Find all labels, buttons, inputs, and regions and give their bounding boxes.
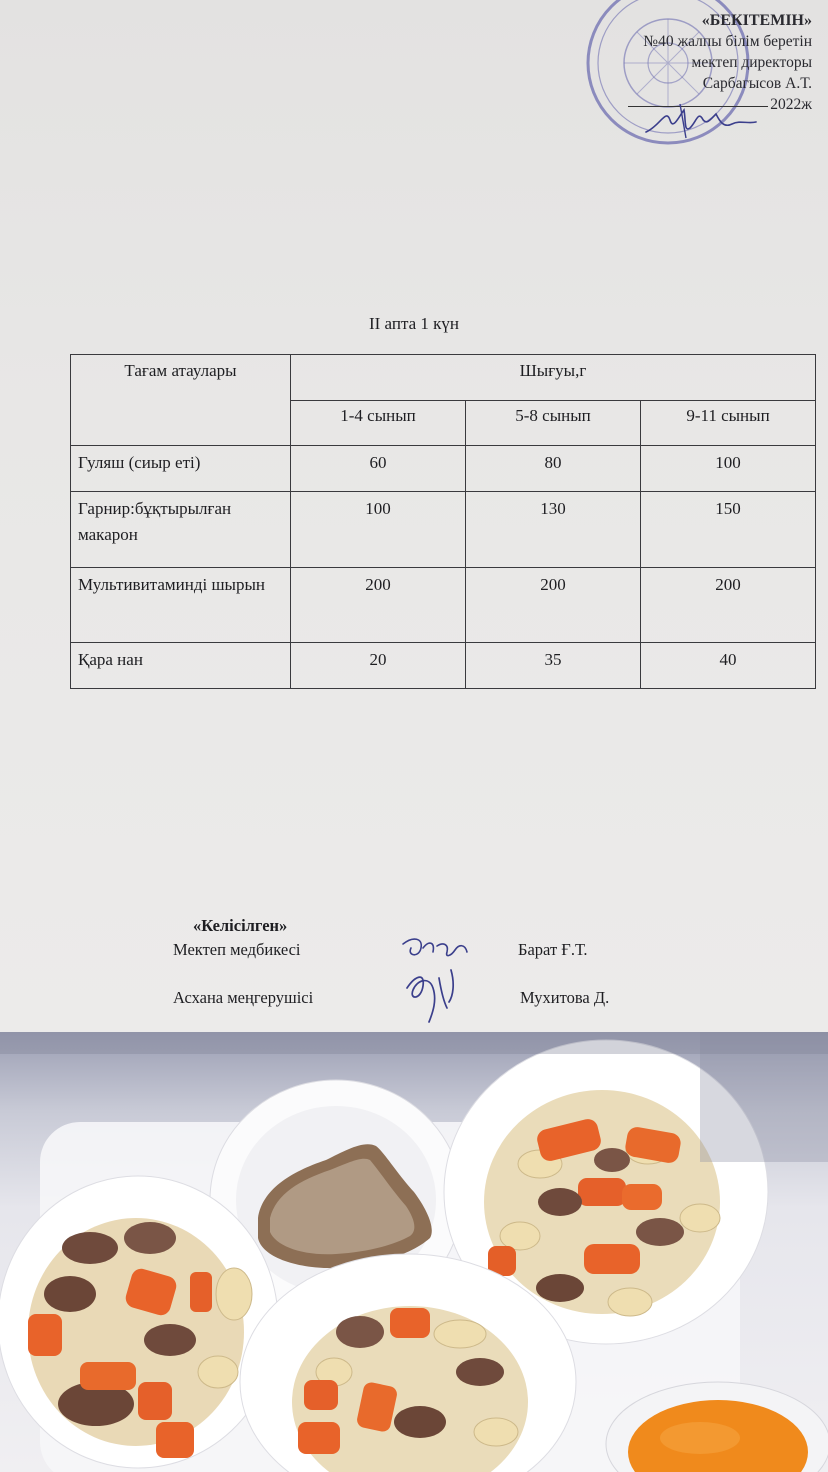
col-header-dish: Тағам атаулары xyxy=(71,355,291,446)
table-row xyxy=(71,446,816,492)
col-header-grade: 1-4 сынып xyxy=(291,401,466,446)
table-row xyxy=(71,568,816,643)
director-signature xyxy=(640,98,760,146)
approval-school: №40 жалпы білім беретін xyxy=(643,33,812,50)
agreed-heading: «Келісілген» xyxy=(193,916,288,935)
approver-signatures xyxy=(393,930,483,1026)
dish-name: Гуляш (сиыр еті) xyxy=(71,446,291,492)
portion-value: 35 xyxy=(466,643,641,689)
col-header-grade: 5-8 сынып xyxy=(466,401,641,446)
portion-value: 40 xyxy=(641,643,816,689)
dish-name: Мультивитаминді шырын xyxy=(71,568,291,643)
portion-value: 80 xyxy=(466,446,641,492)
table-row xyxy=(71,643,816,689)
col-header-output: Шығуы,г xyxy=(291,355,816,401)
col-header-grade: 9-11 сынып xyxy=(641,401,816,446)
approval-director-name: Сарбагысов А.Т. xyxy=(702,75,812,92)
portion-value: 150 xyxy=(641,492,816,568)
portion-value: 130 xyxy=(466,492,641,568)
portion-value: 20 xyxy=(291,643,466,689)
nurse-name: Барат Ғ.Т. xyxy=(518,940,588,959)
document-title: ІІ апта 1 күн xyxy=(368,314,460,333)
portion-value: 200 xyxy=(466,568,641,643)
dish-name: Қара нан xyxy=(71,643,291,689)
portion-value: 200 xyxy=(641,568,816,643)
approval-date: 2022ж xyxy=(770,96,812,113)
dish-name: Гарнир:бұқтырылған макарон xyxy=(71,492,291,568)
portion-value: 60 xyxy=(291,446,466,492)
goulash-bowl xyxy=(0,1176,278,1468)
portion-value: 200 xyxy=(291,568,466,643)
approval-position: мектеп директоры xyxy=(691,54,812,71)
canteen-name: Мухитова Д. xyxy=(520,988,610,1007)
canteen-role: Асхана меңгерушісі xyxy=(173,988,314,1007)
meal-photo xyxy=(0,1032,828,1472)
approval-heading: «БЕКІТЕМІН» xyxy=(701,12,812,29)
nurse-role: Мектеп медбикесі xyxy=(173,940,301,959)
menu-table xyxy=(70,354,816,689)
portion-value: 100 xyxy=(291,492,466,568)
table-row xyxy=(71,492,816,568)
portion-value: 100 xyxy=(641,446,816,492)
